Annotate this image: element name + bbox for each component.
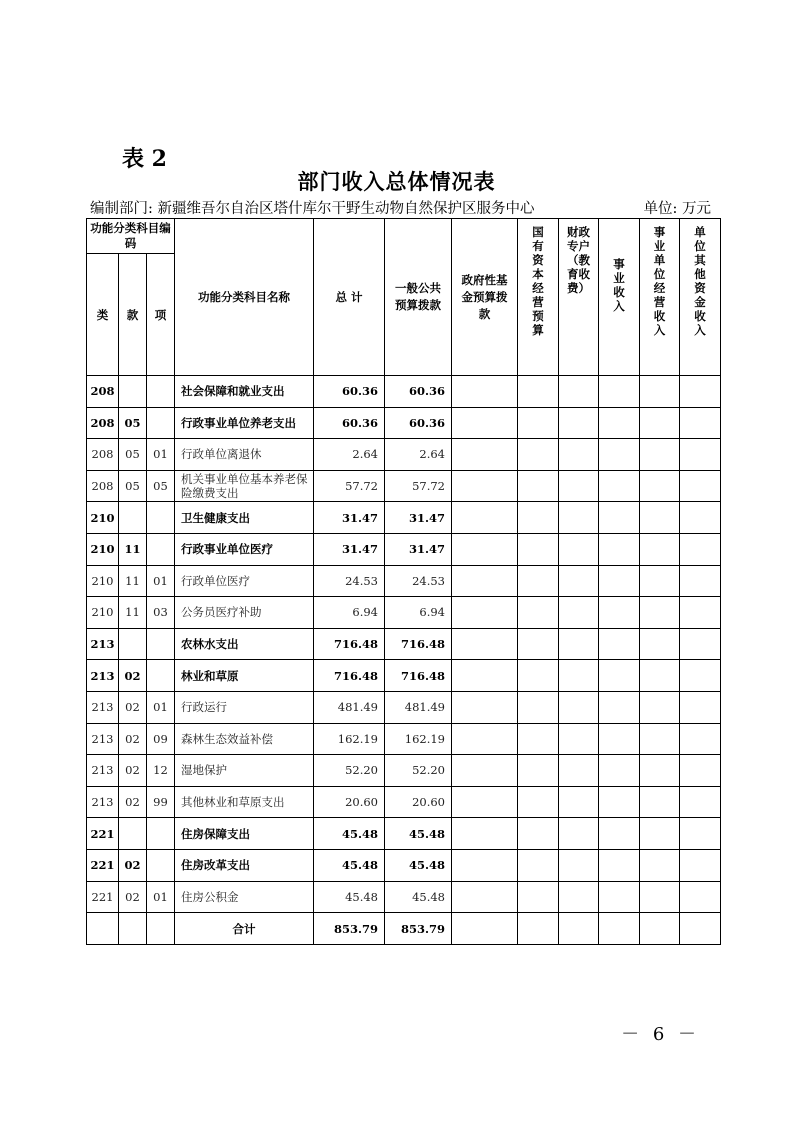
cell-empty (518, 913, 559, 945)
cell-empty (452, 565, 518, 597)
cell-general-budget: 60.36 (385, 407, 452, 439)
cell-empty (599, 786, 640, 818)
cell-empty (452, 849, 518, 881)
income-table (86, 218, 721, 945)
cell-general-budget: 6.94 (385, 597, 452, 629)
cell-total: 162.19 (314, 723, 385, 755)
header-fiscal-special: 财政专户（教育收费） (559, 219, 599, 376)
cell-empty (518, 755, 559, 787)
cell-empty (599, 565, 640, 597)
cell-kuan: 02 (119, 755, 147, 787)
cell-empty (559, 660, 599, 692)
cell-empty (452, 439, 518, 471)
cell-empty (640, 470, 680, 502)
cell-name: 行政运行 (175, 691, 314, 723)
cell-empty (559, 439, 599, 471)
cell-empty (640, 723, 680, 755)
cell-lei: 210 (87, 533, 119, 565)
cell-empty (518, 786, 559, 818)
cell-xiang (147, 407, 175, 439)
cell-empty (559, 533, 599, 565)
header-unit-operating: 事业单位经营收入 (640, 219, 680, 376)
cell-general-budget: 31.47 (385, 533, 452, 565)
cell-empty (518, 849, 559, 881)
cell-general-budget: 52.20 (385, 755, 452, 787)
cell-empty (640, 660, 680, 692)
cell-lei: 208 (87, 470, 119, 502)
cell-general-budget: 2.64 (385, 439, 452, 471)
cell-kuan: 11 (119, 565, 147, 597)
cell-empty (452, 470, 518, 502)
cell-xiang (147, 849, 175, 881)
cell-empty (452, 755, 518, 787)
cell-empty (599, 660, 640, 692)
table-row (87, 565, 721, 597)
header-state-capital: 国有资本经营预算 (518, 219, 559, 376)
cell-empty (599, 913, 640, 945)
page-number: － 6 － (621, 1024, 700, 1045)
cell-name: 社会保障和就业支出 (175, 376, 314, 408)
cell-lei: 208 (87, 376, 119, 408)
cell-empty (559, 849, 599, 881)
cell-empty (518, 376, 559, 408)
cell-empty (518, 660, 559, 692)
cell-empty (680, 723, 721, 755)
header-general-budget: 一般公共预算拨款 (385, 219, 452, 376)
cell-xiang (147, 502, 175, 534)
cell-xiang (147, 660, 175, 692)
cell-empty (599, 755, 640, 787)
table-row (87, 786, 721, 818)
cell-empty (599, 502, 640, 534)
cell-empty (559, 376, 599, 408)
cell-lei: 213 (87, 628, 119, 660)
cell-name: 林业和草原 (175, 660, 314, 692)
cell-xiang (147, 376, 175, 408)
cell-general-budget: 31.47 (385, 502, 452, 534)
cell-general-budget: 162.19 (385, 723, 452, 755)
cell-empty (599, 407, 640, 439)
cell-empty (680, 755, 721, 787)
cell-name: 行政事业单位医疗 (175, 533, 314, 565)
cell-general-budget: 481.49 (385, 691, 452, 723)
cell-empty (559, 755, 599, 787)
cell-empty (452, 502, 518, 534)
cell-lei: 213 (87, 755, 119, 787)
table-row (87, 597, 721, 629)
cell-lei: 213 (87, 786, 119, 818)
cell-empty (559, 470, 599, 502)
cell-empty (599, 849, 640, 881)
cell-total: 31.47 (314, 502, 385, 534)
cell-empty (599, 597, 640, 629)
header-xiang: 项 (147, 254, 175, 376)
cell-total: 481.49 (314, 691, 385, 723)
cell-xiang: 12 (147, 755, 175, 787)
cell-total: 20.60 (314, 786, 385, 818)
cell-name: 其他林业和草原支出 (175, 786, 314, 818)
cell-kuan (119, 818, 147, 850)
cell-empty (640, 565, 680, 597)
cell-empty (518, 628, 559, 660)
cell-general-budget: 60.36 (385, 376, 452, 408)
table-number-label: 表 2 (122, 146, 167, 172)
total-row-label: 合计 (175, 913, 314, 945)
cell-lei: 221 (87, 881, 119, 913)
cell-empty (599, 439, 640, 471)
cell-xiang: 03 (147, 597, 175, 629)
cell-empty (559, 881, 599, 913)
cell-empty (599, 723, 640, 755)
cell-empty (599, 470, 640, 502)
cell-empty (87, 913, 119, 945)
cell-empty (640, 597, 680, 629)
cell-empty (640, 755, 680, 787)
cell-empty (119, 913, 147, 945)
cell-name: 行政事业单位养老支出 (175, 407, 314, 439)
cell-empty (680, 881, 721, 913)
table-row (87, 723, 721, 755)
cell-empty (599, 881, 640, 913)
total-row (87, 913, 721, 945)
cell-empty (452, 881, 518, 913)
cell-name: 行政单位医疗 (175, 565, 314, 597)
cell-lei: 208 (87, 439, 119, 471)
cell-name: 住房改革支出 (175, 849, 314, 881)
cell-empty (452, 407, 518, 439)
cell-name: 农林水支出 (175, 628, 314, 660)
cell-kuan: 05 (119, 470, 147, 502)
table-row (87, 881, 721, 913)
cell-empty (640, 818, 680, 850)
cell-general-budget: 57.72 (385, 470, 452, 502)
cell-name: 公务员医疗补助 (175, 597, 314, 629)
cell-total: 45.48 (314, 818, 385, 850)
cell-general-budget: 716.48 (385, 660, 452, 692)
cell-kuan: 05 (119, 439, 147, 471)
cell-empty (640, 691, 680, 723)
cell-empty (559, 723, 599, 755)
cell-empty (452, 628, 518, 660)
cell-empty (559, 913, 599, 945)
cell-empty (640, 628, 680, 660)
cell-empty (559, 407, 599, 439)
cell-empty (559, 628, 599, 660)
cell-empty (680, 376, 721, 408)
cell-kuan: 02 (119, 691, 147, 723)
cell-empty (680, 660, 721, 692)
cell-empty (640, 533, 680, 565)
cell-kuan: 05 (119, 407, 147, 439)
table-row (87, 691, 721, 723)
unit-label: 单位: 万元 (643, 201, 711, 217)
cell-kuan: 02 (119, 660, 147, 692)
cell-empty (680, 565, 721, 597)
cell-empty (559, 691, 599, 723)
cell-xiang (147, 818, 175, 850)
cell-empty (680, 533, 721, 565)
cell-empty (559, 818, 599, 850)
cell-xiang: 05 (147, 470, 175, 502)
cell-kuan: 11 (119, 533, 147, 565)
cell-empty (559, 597, 599, 629)
cell-name: 住房保障支出 (175, 818, 314, 850)
cell-name: 行政单位离退休 (175, 439, 314, 471)
cell-kuan: 02 (119, 786, 147, 818)
cell-lei: 213 (87, 723, 119, 755)
cell-name: 森林生态效益补偿 (175, 723, 314, 755)
table-row (87, 533, 721, 565)
cell-lei: 213 (87, 691, 119, 723)
cell-empty (452, 691, 518, 723)
cell-empty (640, 849, 680, 881)
cell-empty (680, 691, 721, 723)
cell-empty (518, 565, 559, 597)
cell-general-budget: 24.53 (385, 565, 452, 597)
cell-total: 6.94 (314, 597, 385, 629)
cell-empty (680, 407, 721, 439)
cell-lei: 210 (87, 502, 119, 534)
cell-empty (518, 533, 559, 565)
department-label: 编制部门: 新疆维吾尔自治区塔什库尔干野生动物自然保护区服务中心 (90, 201, 535, 217)
cell-kuan: 02 (119, 723, 147, 755)
cell-empty (452, 597, 518, 629)
header-code-group: 功能分类科目编码 (87, 219, 175, 254)
cell-general-budget: 45.48 (385, 818, 452, 850)
table-row (87, 628, 721, 660)
cell-total: 24.53 (314, 565, 385, 597)
cell-total: 45.48 (314, 881, 385, 913)
cell-total: 45.48 (314, 849, 385, 881)
cell-empty (680, 439, 721, 471)
cell-empty (518, 723, 559, 755)
cell-empty (599, 628, 640, 660)
cell-total: 60.36 (314, 407, 385, 439)
header-business-income: 事业收入 (599, 219, 640, 376)
table-row (87, 502, 721, 534)
header-other-income: 单位其他资金收入 (680, 219, 721, 376)
table-row (87, 755, 721, 787)
cell-empty (680, 786, 721, 818)
cell-empty (518, 502, 559, 534)
cell-total: 31.47 (314, 533, 385, 565)
cell-xiang (147, 533, 175, 565)
table-row (87, 407, 721, 439)
cell-empty (559, 565, 599, 597)
cell-xiang: 01 (147, 439, 175, 471)
cell-xiang (147, 628, 175, 660)
cell-empty (518, 407, 559, 439)
cell-empty (452, 533, 518, 565)
cell-empty (640, 913, 680, 945)
cell-empty (640, 786, 680, 818)
cell-kuan: 02 (119, 881, 147, 913)
cell-xiang: 01 (147, 691, 175, 723)
cell-xiang: 01 (147, 565, 175, 597)
header-name: 功能分类科目名称 (175, 219, 314, 376)
cell-xiang: 01 (147, 881, 175, 913)
cell-empty (599, 533, 640, 565)
cell-general-budget: 45.48 (385, 881, 452, 913)
cell-empty (452, 660, 518, 692)
cell-empty (640, 502, 680, 534)
cell-lei: 208 (87, 407, 119, 439)
cell-total: 716.48 (314, 628, 385, 660)
cell-empty (518, 470, 559, 502)
cell-total: 60.36 (314, 376, 385, 408)
cell-lei: 213 (87, 660, 119, 692)
header-total: 总 计 (314, 219, 385, 376)
header-lei: 类 (87, 254, 119, 376)
cell-name: 住房公积金 (175, 881, 314, 913)
cell-empty (518, 691, 559, 723)
cell-empty (452, 723, 518, 755)
table-row (87, 470, 721, 502)
cell-lei: 210 (87, 597, 119, 629)
cell-lei: 221 (87, 818, 119, 850)
cell-lei: 210 (87, 565, 119, 597)
page-title: 部门收入总体情况表 (297, 169, 496, 194)
cell-empty (518, 881, 559, 913)
cell-lei: 221 (87, 849, 119, 881)
cell-total: 52.20 (314, 755, 385, 787)
cell-xiang: 09 (147, 723, 175, 755)
cell-empty (452, 913, 518, 945)
cell-total: 2.64 (314, 439, 385, 471)
cell-general-budget: 45.48 (385, 849, 452, 881)
cell-empty (640, 881, 680, 913)
cell-empty (452, 786, 518, 818)
table-row (87, 660, 721, 692)
total-row-general-budget: 853.79 (385, 913, 452, 945)
cell-name: 湿地保护 (175, 755, 314, 787)
cell-xiang: 99 (147, 786, 175, 818)
cell-empty (680, 502, 721, 534)
cell-empty (680, 818, 721, 850)
cell-total: 716.48 (314, 660, 385, 692)
table-row (87, 849, 721, 881)
table-row (87, 439, 721, 471)
cell-total: 57.72 (314, 470, 385, 502)
cell-kuan: 11 (119, 597, 147, 629)
cell-general-budget: 20.60 (385, 786, 452, 818)
cell-empty (680, 849, 721, 881)
cell-empty (599, 691, 640, 723)
header-fund-budget: 政府性基金预算拨款 (452, 219, 518, 376)
cell-kuan (119, 628, 147, 660)
cell-kuan: 02 (119, 849, 147, 881)
cell-name: 卫生健康支出 (175, 502, 314, 534)
cell-kuan (119, 502, 147, 534)
cell-empty (559, 786, 599, 818)
cell-empty (559, 502, 599, 534)
cell-empty (599, 376, 640, 408)
cell-empty (452, 818, 518, 850)
cell-empty (452, 376, 518, 408)
table-row (87, 818, 721, 850)
header-kuan: 款 (119, 254, 147, 376)
table-row (87, 376, 721, 408)
cell-empty (640, 376, 680, 408)
cell-empty (147, 913, 175, 945)
cell-empty (599, 818, 640, 850)
cell-empty (518, 439, 559, 471)
cell-empty (680, 628, 721, 660)
cell-kuan (119, 376, 147, 408)
cell-empty (680, 597, 721, 629)
cell-empty (640, 407, 680, 439)
cell-empty (640, 439, 680, 471)
total-row-total: 853.79 (314, 913, 385, 945)
cell-general-budget: 716.48 (385, 628, 452, 660)
cell-empty (680, 470, 721, 502)
cell-name: 机关事业单位基本养老保险缴费支出 (175, 470, 314, 502)
cell-empty (518, 818, 559, 850)
cell-empty (680, 913, 721, 945)
cell-empty (518, 597, 559, 629)
